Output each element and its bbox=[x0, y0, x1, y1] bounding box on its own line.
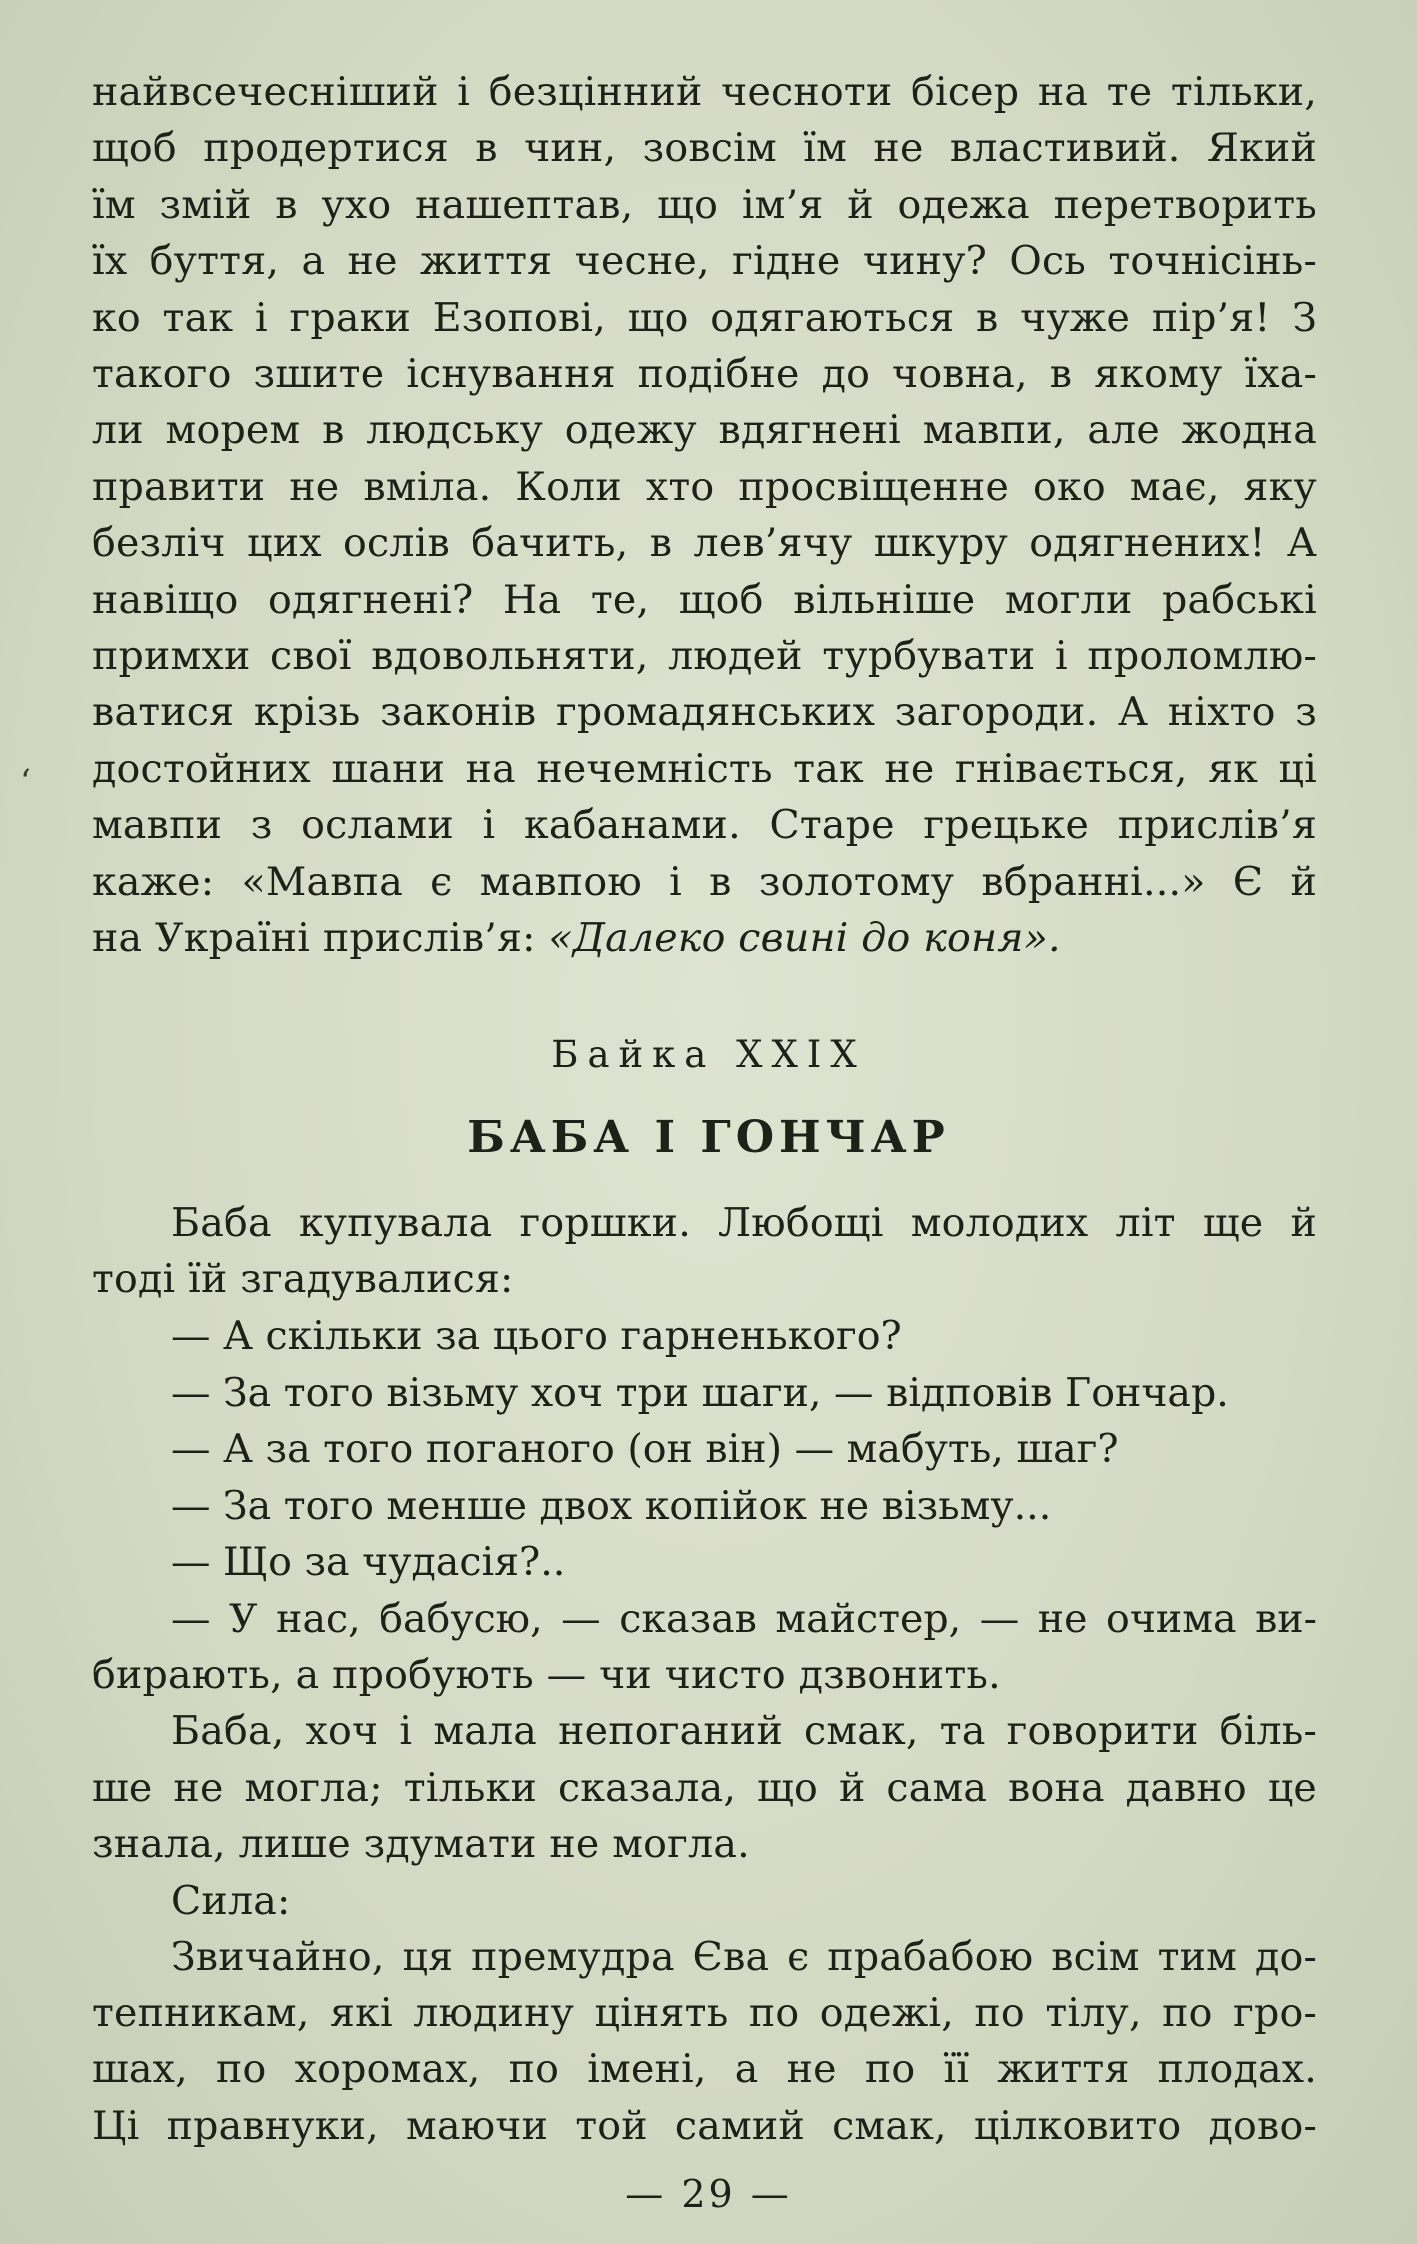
dialog-line: — Що за чудасія?.. bbox=[171, 1539, 566, 1585]
proverb-quote: «Далеко свині до коня». bbox=[548, 915, 1061, 961]
text-line: ко так і граки Езопові, що одягаються в чуже пір’я! З bbox=[92, 294, 1317, 341]
fable-title: БАБА І ГОНЧАР bbox=[467, 1112, 950, 1163]
intro-line-1 bbox=[171, 1195, 1317, 1251]
dialog-block bbox=[171, 1308, 1317, 1647]
text-line: їм змій в ухо нашептав, що ім’я й одежа перетворить bbox=[92, 181, 1317, 228]
text-line: Баба, хоч і мала непоганий смак, та говорити біль- bbox=[171, 1708, 1317, 1754]
dialog-line: — За того менше двох копійок не візьму... bbox=[171, 1482, 1052, 1529]
text-line: навіщо одягнені? На те, щоб вільніше могли рабські bbox=[92, 576, 1317, 623]
text-line: Ці правнуки, маючи той самий смак, цілковито дово- bbox=[92, 2102, 1317, 2149]
text-line: ли морем в людську одежу вдягнені мавпи, але жодна bbox=[92, 407, 1317, 454]
intro-line-2 bbox=[92, 1251, 1317, 1307]
paragraph-top bbox=[92, 64, 1317, 910]
text-line: на Україні прислів’я: bbox=[92, 915, 549, 961]
text-line: Сила: bbox=[171, 1878, 291, 1924]
text-line: такого зшите існування подібне до човна, в якому їха- bbox=[92, 351, 1317, 398]
text-line: тоді їй згадувалися: bbox=[92, 1256, 514, 1302]
text-line: Баба купувала горшки. Любощі молодих літ ще й bbox=[171, 1200, 1317, 1246]
page-number: — 29 — bbox=[625, 2172, 792, 2216]
text-line: ватися крізь законів громадянських загороди. А ніхто з bbox=[92, 689, 1317, 736]
text-line: Звичайно, ця премудра Єва є прабабою всім тим до- bbox=[171, 1934, 1317, 1980]
text-line: примхи свої вдовольняти, людей турбувати і проломлю- bbox=[92, 633, 1317, 680]
dialog-line: — А за того поганого (он він) — мабуть, шаг? bbox=[171, 1426, 1119, 1472]
dialog-line: — За того візьму хоч три шаги, — відповів Гончар. bbox=[171, 1369, 1229, 1416]
text-line: безліч цих ослів бачить, в лев’ячу шкуру одягнених! А bbox=[92, 520, 1317, 567]
text-line: правити не вміла. Коли хто просвіщенне око має, яку bbox=[92, 463, 1317, 510]
margin-mark: ‘ bbox=[20, 762, 31, 802]
text-line: мавпи з ослами і кабанами. Старе грецьке прислів’я bbox=[92, 802, 1317, 849]
paragraph-2-rest bbox=[92, 1760, 1317, 1816]
dialog-line: — А скільки за цього гарненького? bbox=[171, 1313, 902, 1359]
dialog-line: — У нас, бабусю, — сказав майстер, — не очима ви- bbox=[171, 1595, 1317, 1642]
paragraph-3-rest bbox=[92, 1985, 1317, 2154]
text-line: найвсечесніший і безцінний чесноти бісер на те тільки, bbox=[92, 69, 1317, 115]
paragraph-2-first bbox=[171, 1703, 1317, 1759]
text-line: тепникам, які людину цінять по одежі, по тілу, по гро- bbox=[92, 1990, 1317, 2036]
text-line: їх буття, а не життя чесне, гідне чину? Ось точнісінь- bbox=[92, 238, 1317, 285]
fable-label: Байка XXIX bbox=[551, 1033, 866, 1076]
text-line: знала, лише здумати не могла. bbox=[92, 1821, 750, 1867]
text-line: каже: «Мавпа є мавпою і в золотому вбранні...» Є й bbox=[92, 858, 1317, 905]
text-line: достойних шани на нечемність так не гнівається, як ці bbox=[92, 745, 1317, 792]
text-line: ше не могла; тільки сказала, що й сама вона давно це bbox=[92, 1765, 1317, 1811]
moral-label bbox=[171, 1873, 1317, 1929]
text-line: щоб продертися в чин, зовсім їм не властивий. Який bbox=[92, 125, 1317, 172]
paragraph-top-last-line bbox=[92, 910, 1317, 966]
dialog-continuation bbox=[92, 1647, 1317, 1703]
text-line: бирають, а пробують — чи чисто дзвонить. bbox=[92, 1652, 1001, 1698]
paragraph-2-last bbox=[92, 1816, 1317, 1872]
paragraph-3-first bbox=[171, 1929, 1317, 1985]
text-line: шах, по хоромах, по імені, а не по її життя плодах. bbox=[92, 2046, 1317, 2093]
